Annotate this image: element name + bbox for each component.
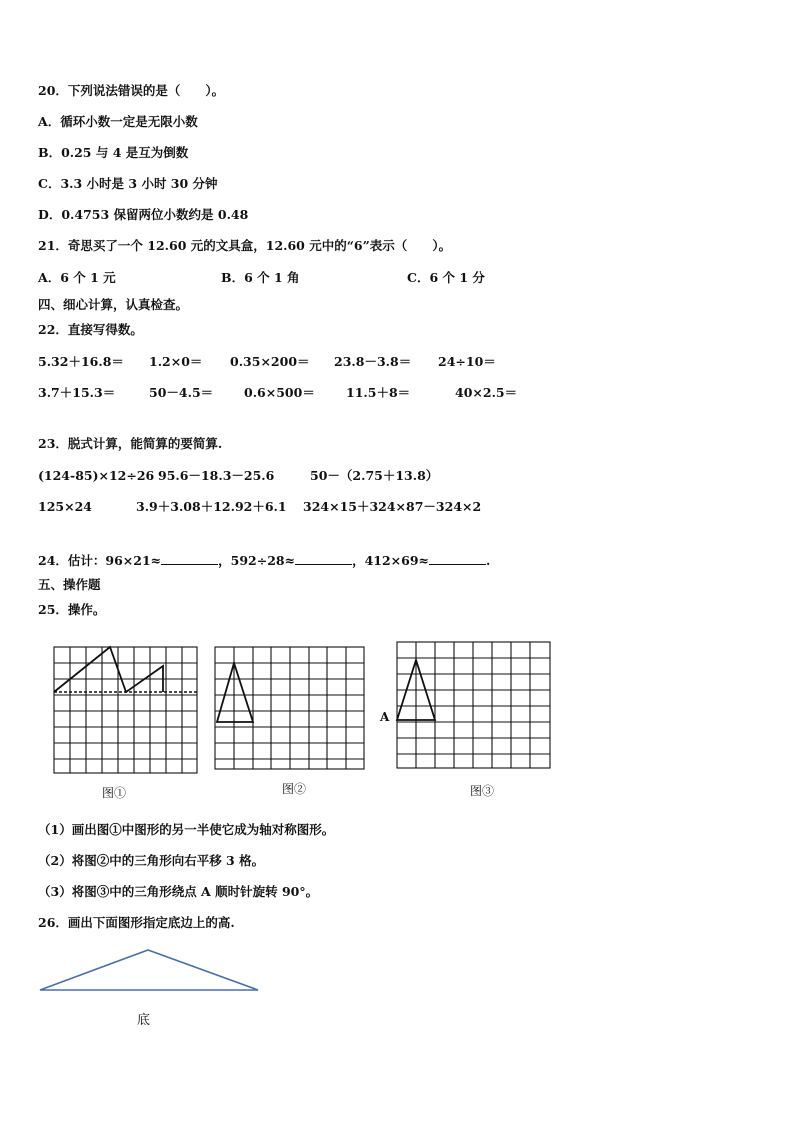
q22-r2-c2: 50－4.5＝ [149, 385, 214, 400]
grid-lines [397, 642, 550, 768]
q25-task-1: （1）画出图①中图形的另一半使它成为轴对称图形。 [38, 822, 335, 837]
q21-option-a: A．6 个 1 元 [38, 270, 116, 285]
grid-lines [54, 647, 197, 773]
q20-option-d: D．0.4753 保留两位小数约是 0.48 [38, 207, 249, 222]
q20-option-b: B．0.25 与 4 是互为倒数 [38, 145, 189, 160]
q20-option-c: C．3.3 小时是 3 小时 30 分钟 [38, 176, 218, 191]
q22-r1-c4: 23.8－3.8＝ [334, 354, 412, 369]
triangle-figure [38, 946, 268, 996]
figure-2-caption: 图② [282, 782, 307, 796]
section-5-heading: 五、操作题 [38, 577, 101, 592]
q24-part-3: ，412×69≈ [352, 553, 430, 568]
figure-1-caption: 图① [102, 786, 127, 800]
base-label: 底 [137, 1013, 151, 1028]
q22-r1-c2: 1.2×0＝ [149, 354, 203, 369]
q23-r2-c2: 3.9＋3.08＋12.92＋6.1 [136, 499, 287, 514]
q22-r2-c5: 40×2.5＝ [455, 385, 518, 400]
q25-task-2: （2）将图②中的三角形向右平移 3 格。 [38, 853, 265, 868]
q20-option-a: A．循环小数一定是无限小数 [38, 114, 198, 129]
q24-blank-2[interactable] [295, 552, 352, 565]
grid-figure-3 [395, 640, 555, 775]
q24-estimate-line [38, 552, 490, 569]
q25-task-3: （3）将图③中的三角形绕点 A 顺时针旋转 90°。 [38, 884, 319, 899]
q22-r1-c1: 5.32＋16.8＝ [38, 354, 124, 369]
point-a-label: A [380, 710, 390, 724]
q24-part-2: ，592÷28≈ [218, 553, 296, 568]
q22-r2-c1: 3.7＋15.3＝ [38, 385, 116, 400]
q20-stem: 20．下列说法错误的是（ ）。 [38, 83, 225, 98]
q22-r1-c5: 24÷10＝ [438, 354, 496, 369]
q22-r2-c3: 0.6×500＝ [244, 385, 315, 400]
q23-r2-c1: 125×24 [38, 499, 92, 514]
q23-r1-c3: 50－（2.75＋13.8） [310, 468, 439, 483]
q23-r2-c3: 324×15＋324×87－324×2 [303, 499, 482, 514]
q22-r2-c4: 11.5＋8＝ [346, 385, 411, 400]
q22-r1-c3: 0.35×200＝ [230, 354, 310, 369]
q23-stem: 23．脱式计算，能简算的要简算. [38, 436, 223, 451]
q24-part-4: . [486, 553, 491, 568]
q22-stem: 22．直接写得数。 [38, 322, 143, 337]
q21-option-c: C．6 个 1 分 [407, 270, 485, 285]
grid-figure-2 [213, 645, 373, 775]
q24-blank-1[interactable] [161, 552, 218, 565]
q21-option-b: B．6 个 1 角 [221, 270, 300, 285]
grid-lines [215, 647, 364, 769]
q21-stem: 21．奇思买了一个 12.60 元的文具盒，12.60 元中的“6”表示（ ）。 [38, 238, 452, 253]
figure-3-caption: 图③ [470, 784, 495, 798]
q26-stem: 26．画出下面图形指定底边上的高. [38, 915, 235, 930]
grid-figure-1 [52, 645, 212, 775]
section-4-heading: 四、细心计算，认真检查。 [38, 297, 189, 312]
q25-stem: 25．操作。 [38, 602, 106, 617]
q23-r1-c2: 95.6－18.3－25.6 [158, 468, 275, 483]
q24-blank-3[interactable] [429, 552, 486, 565]
q24-part-1: 24．估计：96×21≈ [38, 553, 162, 568]
triangle-2 [217, 663, 253, 722]
q23-r1-c1: (124-85)×12÷26 [38, 468, 155, 483]
